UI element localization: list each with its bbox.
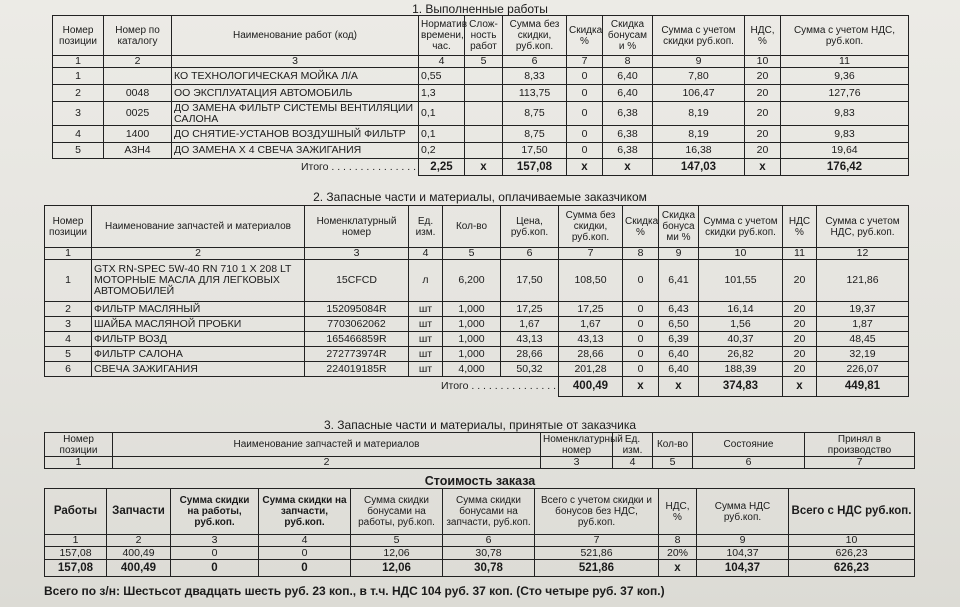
col-number: 7 bbox=[805, 457, 915, 469]
cell: 9,83 bbox=[781, 102, 909, 126]
cell: 0 bbox=[623, 362, 659, 377]
cell: 0 bbox=[567, 126, 603, 143]
cell: л bbox=[409, 260, 443, 302]
cell: 6,40 bbox=[603, 85, 653, 102]
total-cell: 12,06 bbox=[351, 560, 443, 577]
cell: СВЕЧА ЗАЖИГАНИЯ bbox=[92, 362, 305, 377]
col-number: 5 bbox=[653, 457, 693, 469]
col-number: 4 bbox=[613, 457, 653, 469]
cell: 20 bbox=[745, 68, 781, 85]
cell: 20 bbox=[783, 347, 817, 362]
table-row bbox=[45, 260, 909, 302]
total-cell: x bbox=[659, 560, 697, 577]
cell: 48,45 bbox=[817, 332, 909, 347]
cell: 0 bbox=[171, 547, 259, 560]
cell: 7,80 bbox=[653, 68, 745, 85]
total-cell: 400,49 bbox=[559, 377, 623, 397]
cell: 0048 bbox=[104, 85, 172, 102]
cell: 0 bbox=[567, 68, 603, 85]
cell: 20 bbox=[783, 332, 817, 347]
section-1-title: 1. Выполненные работы bbox=[412, 2, 548, 16]
cell bbox=[465, 68, 503, 85]
parts-header-row bbox=[45, 206, 909, 248]
cell: 17,25 bbox=[501, 302, 559, 317]
cell bbox=[465, 102, 503, 126]
cell: 30,78 bbox=[443, 547, 535, 560]
cell: 6,38 bbox=[603, 126, 653, 143]
cell: 4 bbox=[53, 126, 104, 143]
col-header: Сумма скидки бонусами на работы, руб.коп. bbox=[351, 489, 443, 535]
cell: 521,86 bbox=[535, 547, 659, 560]
total-label: Итого . . . . . . . . . . . . . . . bbox=[440, 380, 556, 393]
cell: 113,75 bbox=[503, 85, 567, 102]
col-number: 1 bbox=[45, 535, 107, 547]
cell: ОО ЭКСПЛУАТАЦИЯ АВТОМОБИЛЬ bbox=[172, 85, 419, 102]
accepted-header-row bbox=[45, 433, 915, 457]
cell: ФИЛЬТР ВОЗД bbox=[92, 332, 305, 347]
cell: ДО ЗАМЕНА ФИЛЬТР СИСТЕМЫ ВЕНТИЛЯЦИИ САЛОНА bbox=[172, 102, 419, 126]
col-header: Наименование запчастей и материалов bbox=[92, 206, 305, 248]
col-number: 4 bbox=[419, 56, 465, 68]
cell: 40,37 bbox=[699, 332, 783, 347]
cell: 188,39 bbox=[699, 362, 783, 377]
col-number: 7 bbox=[535, 535, 659, 547]
col-header: Состояние bbox=[693, 433, 805, 457]
cell: 101,55 bbox=[699, 260, 783, 302]
cell: 1,000 bbox=[443, 302, 501, 317]
parts-number-row bbox=[45, 248, 909, 260]
table-row bbox=[45, 362, 909, 377]
col-number: 5 bbox=[443, 248, 501, 260]
col-header: Норматив времени, час. bbox=[419, 16, 465, 56]
cell: 1,000 bbox=[443, 347, 501, 362]
cell: 7703062062 bbox=[305, 317, 409, 332]
col-number: 10 bbox=[745, 56, 781, 68]
cell: 8,75 bbox=[503, 126, 567, 143]
table-row bbox=[53, 85, 909, 102]
cell: 272773974R bbox=[305, 347, 409, 362]
works-number-row bbox=[53, 56, 909, 68]
col-header: Сумма с учетом НДС, руб.коп. bbox=[817, 206, 909, 248]
col-number: 3 bbox=[172, 56, 419, 68]
total-cell: 449,81 bbox=[817, 377, 909, 397]
cell: 104,37 bbox=[697, 547, 789, 560]
table-row bbox=[53, 126, 909, 143]
cell: 2 bbox=[53, 85, 104, 102]
cell: 1,3 bbox=[419, 85, 465, 102]
cell: ДО СНЯТИЕ-УСТАНОВ ВОЗДУШНЫЙ ФИЛЬТР bbox=[172, 126, 419, 143]
col-header: Номенклатурный номер bbox=[305, 206, 409, 248]
table-row bbox=[53, 143, 909, 159]
cell: 0,1 bbox=[419, 102, 465, 126]
cell: 0 bbox=[567, 102, 603, 126]
cell: 6,40 bbox=[603, 68, 653, 85]
col-header: Слож-ность работ bbox=[465, 16, 503, 56]
col-number: 7 bbox=[559, 248, 623, 260]
total-cell: x bbox=[623, 377, 659, 397]
col-number: 3 bbox=[171, 535, 259, 547]
col-number: 2 bbox=[104, 56, 172, 68]
col-header: Всего с НДС руб.коп. bbox=[789, 489, 915, 535]
cost-value-row bbox=[45, 547, 915, 560]
col-number: 2 bbox=[113, 457, 541, 469]
col-number: 8 bbox=[603, 56, 653, 68]
cell: 6,41 bbox=[659, 260, 699, 302]
col-header: НДС, % bbox=[745, 16, 781, 56]
col-header: Сумма с учетом скидки руб.коп. bbox=[653, 16, 745, 56]
cell bbox=[465, 143, 503, 159]
col-header: Кол-во bbox=[443, 206, 501, 248]
total-cell: 374,83 bbox=[699, 377, 783, 397]
cell: 16,14 bbox=[699, 302, 783, 317]
cell: 6,40 bbox=[659, 362, 699, 377]
col-number: 6 bbox=[501, 248, 559, 260]
cell: 106,47 bbox=[653, 85, 745, 102]
total-cell: 147,03 bbox=[653, 159, 745, 176]
cell bbox=[465, 126, 503, 143]
col-header: Номер по каталогу bbox=[104, 16, 172, 56]
col-header: Всего с учетом скидки и бонусов без НДС, руб.коп. bbox=[535, 489, 659, 535]
cell: 5 bbox=[53, 143, 104, 159]
cell bbox=[104, 68, 172, 85]
cell: шт bbox=[409, 332, 443, 347]
col-header: Цена, руб.коп. bbox=[501, 206, 559, 248]
cell: 165466859R bbox=[305, 332, 409, 347]
col-header: Сумма скидки на запчасти, руб.коп. bbox=[259, 489, 351, 535]
col-header: Скидка % bbox=[567, 16, 603, 56]
cell: 28,66 bbox=[501, 347, 559, 362]
cost-number-row bbox=[45, 535, 915, 547]
cell: 157,08 bbox=[45, 547, 107, 560]
cell: 201,28 bbox=[559, 362, 623, 377]
works-total-row bbox=[53, 159, 909, 176]
col-header: Скидка % bbox=[623, 206, 659, 248]
total-label: Итого . . . . . . . . . . . . . . . bbox=[300, 160, 416, 173]
cell: шт bbox=[409, 347, 443, 362]
cell: 8,75 bbox=[503, 102, 567, 126]
cell: 2 bbox=[45, 302, 92, 317]
cell: 6,38 bbox=[603, 143, 653, 159]
col-header: Ед. изм. bbox=[409, 206, 443, 248]
cell: 0 bbox=[567, 85, 603, 102]
table-row bbox=[45, 302, 909, 317]
cell: 6,38 bbox=[603, 102, 653, 126]
col-header: Принял в производство bbox=[805, 433, 915, 457]
cell: 1,87 bbox=[817, 317, 909, 332]
col-header: Скидка бонуса ми % bbox=[659, 206, 699, 248]
cell: 20% bbox=[659, 547, 697, 560]
cell: 19,64 bbox=[781, 143, 909, 159]
col-number: 8 bbox=[659, 535, 697, 547]
total-cell: 400,49 bbox=[107, 560, 171, 577]
col-number: 2 bbox=[107, 535, 171, 547]
col-header: Сумма скидки бонусами на запчасти, руб.коп. bbox=[443, 489, 535, 535]
cell: GTX RN-SPEC 5W-40 RN 710 1 X 208 LT МОТОРНЫЕ МАСЛА ДЛЯ ЛЕГКОВЫХ АВТОМОБИЛЕЙ bbox=[92, 260, 305, 302]
col-header: Работы bbox=[45, 489, 107, 535]
cell: 17,25 bbox=[559, 302, 623, 317]
cell: 0 bbox=[623, 302, 659, 317]
cell: 6,43 bbox=[659, 302, 699, 317]
total-cell: x bbox=[745, 159, 781, 176]
col-number: 10 bbox=[789, 535, 915, 547]
cell: 0025 bbox=[104, 102, 172, 126]
col-header: Скидка бонусам и % bbox=[603, 16, 653, 56]
total-cell: 30,78 bbox=[443, 560, 535, 577]
col-header: Запчасти bbox=[107, 489, 171, 535]
table-row bbox=[53, 102, 909, 126]
cell: 43,13 bbox=[501, 332, 559, 347]
cell: 9,36 bbox=[781, 68, 909, 85]
table-row bbox=[45, 317, 909, 332]
total-cell: 0 bbox=[259, 560, 351, 577]
col-number: 1 bbox=[45, 457, 113, 469]
cell: 1,56 bbox=[699, 317, 783, 332]
col-header: Сумма скидки на работы, руб.коп. bbox=[171, 489, 259, 535]
cell: 19,37 bbox=[817, 302, 909, 317]
col-number: 9 bbox=[697, 535, 789, 547]
col-number: 5 bbox=[465, 56, 503, 68]
col-header: Сумма с учетом НДС, руб.коп. bbox=[781, 16, 909, 56]
cell: 28,66 bbox=[559, 347, 623, 362]
cell: 4 bbox=[45, 332, 92, 347]
col-number: 8 bbox=[623, 248, 659, 260]
col-number: 9 bbox=[653, 56, 745, 68]
cell: 1,67 bbox=[559, 317, 623, 332]
cell: ФИЛЬТР САЛОНА bbox=[92, 347, 305, 362]
cell: ДО ЗАМЕНА Х 4 СВЕЧА ЗАЖИГАНИЯ bbox=[172, 143, 419, 159]
col-number: 5 bbox=[351, 535, 443, 547]
cell: 26,82 bbox=[699, 347, 783, 362]
col-header: Сумма НДС руб.коп. bbox=[697, 489, 789, 535]
cell: 8,19 bbox=[653, 102, 745, 126]
col-number: 12 bbox=[817, 248, 909, 260]
cell bbox=[465, 85, 503, 102]
cell: 0 bbox=[623, 332, 659, 347]
col-number: 11 bbox=[781, 56, 909, 68]
works-header-row bbox=[53, 16, 909, 56]
works-table bbox=[52, 15, 909, 176]
cell: 1400 bbox=[104, 126, 172, 143]
cell: 108,50 bbox=[559, 260, 623, 302]
col-header: Сумма с учетом скидки руб.коп. bbox=[699, 206, 783, 248]
cell: 224019185R bbox=[305, 362, 409, 377]
col-number: 4 bbox=[259, 535, 351, 547]
cell: 12,06 bbox=[351, 547, 443, 560]
total-cell: 157,08 bbox=[45, 560, 107, 577]
cell: 20 bbox=[745, 143, 781, 159]
section-2-title: 2. Запасные части и материалы, оплачиваемые заказчиком bbox=[313, 190, 647, 204]
total-cell: 176,42 bbox=[781, 159, 909, 176]
col-number: 3 bbox=[305, 248, 409, 260]
col-header: НДС % bbox=[783, 206, 817, 248]
total-cell: x bbox=[567, 159, 603, 176]
cell: шт bbox=[409, 302, 443, 317]
cell: 226,07 bbox=[817, 362, 909, 377]
cell: 20 bbox=[745, 102, 781, 126]
col-header: Наименование работ (код) bbox=[172, 16, 419, 56]
total-cell: 521,86 bbox=[535, 560, 659, 577]
col-header: Наименование запчастей и материалов bbox=[113, 433, 541, 457]
accepted-parts-table bbox=[44, 432, 915, 469]
cell: 6,50 bbox=[659, 317, 699, 332]
table-row bbox=[53, 68, 909, 85]
col-number: 6 bbox=[443, 535, 535, 547]
grand-total-in-words: Всего по з/н: Шестьсот двадцать шесть руб. 23 коп., в т.ч. НДС 104 руб. 37 коп. (Сто четыре руб. 37 коп.) bbox=[44, 584, 665, 598]
col-header: Ед. изм. bbox=[613, 433, 653, 457]
cell: 0 bbox=[567, 143, 603, 159]
col-header: Номер позиции bbox=[45, 433, 113, 457]
cell: 20 bbox=[783, 317, 817, 332]
cell: 8,19 bbox=[653, 126, 745, 143]
total-cell: 0 bbox=[171, 560, 259, 577]
cell: 6,39 bbox=[659, 332, 699, 347]
cell: 15CFCD bbox=[305, 260, 409, 302]
cell: 50,32 bbox=[501, 362, 559, 377]
col-number: 1 bbox=[53, 56, 104, 68]
cell: А3Н4 bbox=[104, 143, 172, 159]
cell: 0 bbox=[623, 317, 659, 332]
cell: 20 bbox=[745, 126, 781, 143]
cell: 1,000 bbox=[443, 317, 501, 332]
parts-total-row bbox=[45, 377, 909, 397]
col-number: 6 bbox=[503, 56, 567, 68]
cell: 0,55 bbox=[419, 68, 465, 85]
col-number: 11 bbox=[783, 248, 817, 260]
accepted-number-row bbox=[45, 457, 915, 469]
col-header: Номенклатурный номер bbox=[541, 433, 613, 457]
cost-header-row bbox=[45, 489, 915, 535]
cell: 0,2 bbox=[419, 143, 465, 159]
cell: ШАЙБА МАСЛЯНОЙ ПРОБКИ bbox=[92, 317, 305, 332]
cell: ФИЛЬТР МАСЛЯНЫЙ bbox=[92, 302, 305, 317]
table-row bbox=[45, 347, 909, 362]
cell: 0 bbox=[623, 347, 659, 362]
cell: 0 bbox=[623, 260, 659, 302]
col-header: Кол-во bbox=[653, 433, 693, 457]
cell: 6,200 bbox=[443, 260, 501, 302]
total-cell: x bbox=[603, 159, 653, 176]
order-cost-table bbox=[44, 488, 915, 577]
cell: 127,76 bbox=[781, 85, 909, 102]
cell: 626,23 bbox=[789, 547, 915, 560]
cell: 32,19 bbox=[817, 347, 909, 362]
total-cell: 626,23 bbox=[789, 560, 915, 577]
col-number: 7 bbox=[567, 56, 603, 68]
parts-table bbox=[44, 205, 909, 397]
cell: 6 bbox=[45, 362, 92, 377]
cell: 9,83 bbox=[781, 126, 909, 143]
cell: 20 bbox=[783, 362, 817, 377]
total-cell: 104,37 bbox=[697, 560, 789, 577]
cell: 4,000 bbox=[443, 362, 501, 377]
cell: 1,67 bbox=[501, 317, 559, 332]
col-number: 10 bbox=[699, 248, 783, 260]
cost-total-row bbox=[45, 560, 915, 577]
cell: 20 bbox=[783, 302, 817, 317]
table-row bbox=[45, 332, 909, 347]
col-header: Сумма без скидки, руб.коп. bbox=[503, 16, 567, 56]
cell: 1,000 bbox=[443, 332, 501, 347]
cell: 400,49 bbox=[107, 547, 171, 560]
total-cell: x bbox=[465, 159, 503, 176]
cell: 20 bbox=[745, 85, 781, 102]
col-number: 4 bbox=[409, 248, 443, 260]
cell: 6,40 bbox=[659, 347, 699, 362]
order-cost-title: Стоимость заказа bbox=[424, 474, 536, 488]
col-number: 1 bbox=[45, 248, 92, 260]
total-cell: x bbox=[783, 377, 817, 397]
cell: 3 bbox=[53, 102, 104, 126]
col-header: НДС, % bbox=[659, 489, 697, 535]
cell: 8,33 bbox=[503, 68, 567, 85]
cell: 3 bbox=[45, 317, 92, 332]
cell: 0,1 bbox=[419, 126, 465, 143]
cell: 5 bbox=[45, 347, 92, 362]
total-cell: 2,25 bbox=[419, 159, 465, 176]
cell: 152095084R bbox=[305, 302, 409, 317]
col-number: 3 bbox=[541, 457, 613, 469]
cell: 17,50 bbox=[501, 260, 559, 302]
cell: 1 bbox=[53, 68, 104, 85]
cell: 0 bbox=[259, 547, 351, 560]
cell: 20 bbox=[783, 260, 817, 302]
cell: 17,50 bbox=[503, 143, 567, 159]
cell: 43,13 bbox=[559, 332, 623, 347]
section-3-title: 3. Запасные части и материалы, принятые от заказчика bbox=[323, 418, 637, 432]
total-cell: 157,08 bbox=[503, 159, 567, 176]
col-number: 9 bbox=[659, 248, 699, 260]
cell: 16,38 bbox=[653, 143, 745, 159]
cell: шт bbox=[409, 362, 443, 377]
total-cell: x bbox=[659, 377, 699, 397]
cell: 1 bbox=[45, 260, 92, 302]
cell: КО ТЕХНОЛОГИЧЕСКАЯ МОЙКА Л/А bbox=[172, 68, 419, 85]
cell: шт bbox=[409, 317, 443, 332]
col-number: 6 bbox=[693, 457, 805, 469]
col-header: Номер позиции bbox=[53, 16, 104, 56]
col-header: Сумма без скидки, руб.коп. bbox=[559, 206, 623, 248]
cell: 121,86 bbox=[817, 260, 909, 302]
col-number: 2 bbox=[92, 248, 305, 260]
col-header: Номер позиции bbox=[45, 206, 92, 248]
